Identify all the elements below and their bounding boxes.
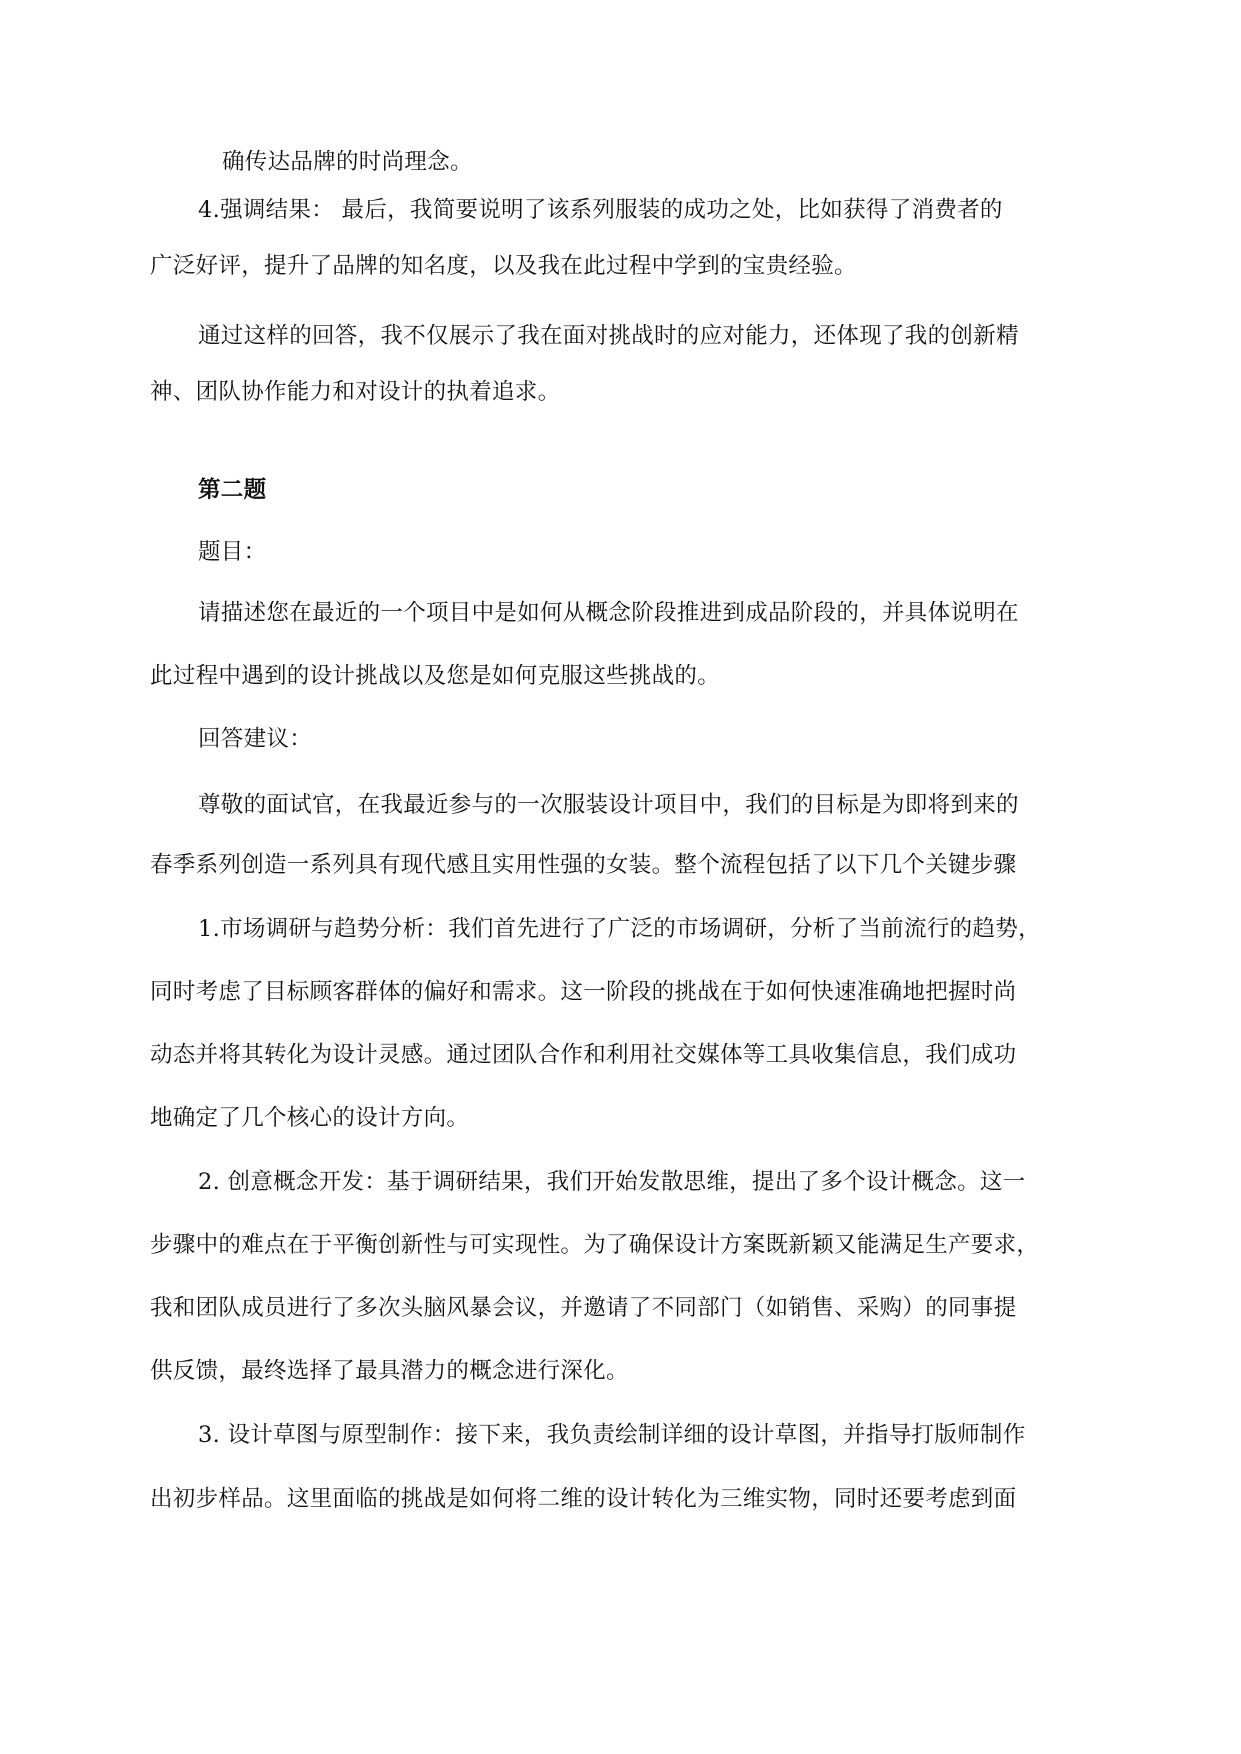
- paragraph-line: 回答建议：: [198, 726, 313, 752]
- paragraph-line: 3. 设计草图与原型制作：接下来，我负责绘制详细的设计草图，并指导打版师制作: [198, 1422, 1026, 1448]
- paragraph-line: 同时考虑了目标顾客群体的偏好和需求。这一阶段的挑战在于如何快速准确地把握时尚: [150, 979, 1017, 1005]
- paragraph-line: 地确定了几个核心的设计方向。: [150, 1105, 470, 1131]
- paragraph-line: 请描述您在最近的一个项目中是如何从概念阶段推进到成品阶段的，并具体说明在: [198, 600, 1019, 626]
- paragraph-line: 出初步样品。这里面临的挑战是如何将二维的设计转化为三维实物，同时还要考虑到面: [150, 1486, 1017, 1512]
- paragraph-line: 4.强调结果： 最后，我简要说明了该系列服装的成功之处，比如获得了消费者的: [198, 197, 1003, 223]
- section-heading: 第二题: [198, 477, 267, 503]
- paragraph-line: 通过这样的回答，我不仅展示了我在面对挑战时的应对能力，还体现了我的创新精: [198, 323, 1019, 349]
- paragraph-line: 春季系列创造一系列具有现代感且实用性强的女装。整个流程包括了以下几个关键步骤: [150, 852, 1017, 878]
- paragraph-line: 供反馈，最终选择了最具潜力的概念进行深化。: [150, 1358, 629, 1384]
- paragraph-line: 步骤中的难点在于平衡创新性与可实现性。为了确保设计方案既新颖又能满足生产要求，: [150, 1232, 1040, 1258]
- paragraph-line: 尊敬的面试官，在我最近参与的一次服装设计项目中，我们的目标是为即将到来的: [198, 792, 1019, 818]
- paragraph-line: 确传达品牌的时尚理念。: [222, 149, 473, 175]
- paragraph-line: 1.市场调研与趋势分析：我们首先进行了广泛的市场调研，分析了当前流行的趋势，: [198, 916, 1041, 942]
- paragraph-line: 广泛好评，提升了品牌的知名度，以及我在此过程中学到的宝贵经验。: [150, 253, 857, 279]
- paragraph-line: 我和团队成员进行了多次头脑风暴会议，并邀请了不同部门（如销售、采购）的同事提: [150, 1295, 1017, 1321]
- paragraph-line: 神、团队协作能力和对设计的执着追求。: [150, 379, 561, 405]
- paragraph-line: 动态并将其转化为设计灵感。通过团队合作和利用社交媒体等工具收集信息，我们成功: [150, 1042, 1017, 1068]
- paragraph-line: 此过程中遇到的设计挑战以及您是如何克服这些挑战的。: [150, 663, 721, 689]
- paragraph-line: 题目：: [198, 539, 267, 565]
- paragraph-line: 2. 创意概念开发：基于调研结果，我们开始发散思维，提出了多个设计概念。这一: [198, 1169, 1026, 1195]
